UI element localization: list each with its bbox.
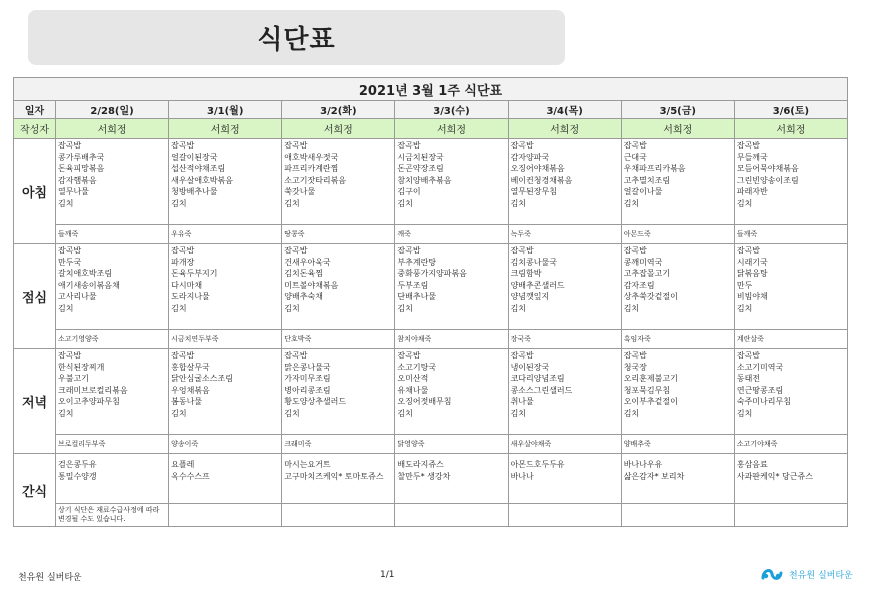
dish-item: 근대국	[623, 152, 647, 162]
dish-item: 소고기미역국	[736, 362, 784, 372]
dish-item: 취나물	[510, 397, 534, 407]
dish-item: 황도양상추샐러드	[284, 397, 347, 407]
dish-item: 미트볼야채볶음	[284, 280, 339, 290]
lunch-label: 점심	[14, 244, 56, 349]
dish-item: 콩깨미역국	[623, 257, 663, 267]
dish-item: 김치	[284, 198, 300, 208]
dish-item: 잡곡밥	[510, 246, 534, 255]
author-cell: 서희정	[56, 119, 169, 139]
dish-item: 잡곡밥	[171, 141, 195, 150]
lunch-menu-cell	[621, 244, 734, 330]
lunch-porridge-cell: 시금치연두부죽	[169, 330, 282, 349]
dish-item: 양배추숙채	[284, 292, 323, 302]
dish-item: 김치	[58, 198, 74, 208]
snack-item: 검은콩두유	[58, 460, 97, 469]
lunch-porridge-cell: 소고기영양죽	[56, 330, 169, 349]
footer-facility-name: 천유원 실버타운	[18, 573, 82, 583]
breakfast-label: 아침	[14, 139, 56, 244]
lunch-menu-cell	[395, 244, 508, 330]
dish-item: 섭산적야채조림	[171, 164, 226, 174]
dish-item: 코다리양념조림	[510, 374, 565, 384]
dish-item: 단배추나물	[397, 292, 437, 302]
dish-item: 새우살애호박볶음	[171, 175, 233, 185]
dinner-menu-cell	[169, 349, 282, 435]
dish-item: 얼갈이된장국	[171, 152, 218, 162]
dish-item: 잡곡밥	[510, 351, 534, 360]
author-cell: 서희정	[734, 119, 847, 139]
dish-item: 잡곡밥	[736, 246, 761, 255]
snack-item: 배도라지쥬스	[397, 460, 444, 469]
dish-item: 김치	[397, 408, 413, 418]
dish-item: 잡곡밥	[397, 351, 421, 360]
snack-item: 찰만두* 생강차	[397, 471, 451, 481]
dish-item: 냉이된장국	[510, 362, 550, 372]
dinner-porridge-cell: 새우살야채죽	[508, 435, 621, 454]
dish-item: 두부조림	[397, 280, 429, 290]
day-header: 3/2(화)	[282, 101, 395, 119]
dish-item: 닭볶음탕	[736, 269, 768, 279]
breakfast-porridge-cell: 깨죽	[395, 225, 508, 244]
dish-item: 무들깨국	[736, 152, 768, 162]
dinner-porridge-cell: 크래미죽	[282, 435, 395, 454]
dish-item: 갈치애호박조림	[58, 269, 113, 279]
breakfast-menu-cell	[395, 139, 508, 225]
author-cell: 서희정	[169, 119, 282, 139]
dish-item: 오이고추양파무침	[58, 397, 120, 407]
dish-item: 잡곡밥	[171, 351, 195, 360]
dish-item: 파래자반	[736, 187, 768, 197]
dish-item: 만두	[736, 280, 753, 290]
dish-item: 상추쑥갓겉절이	[623, 292, 678, 302]
lunch-menu-cell	[508, 244, 621, 330]
dish-item: 김치콩나물국	[510, 257, 557, 267]
dish-item: 열무나물	[58, 187, 89, 197]
day-header: 3/5(금)	[621, 101, 734, 119]
empty-cell	[508, 504, 621, 527]
facility-logo-icon	[760, 565, 786, 583]
dish-item: 연근땅콩조림	[736, 385, 784, 395]
dinner-porridge-cell: 브로컬리두부죽	[56, 435, 169, 454]
breakfast-menu-cell	[56, 139, 169, 225]
snack-item: 삶은감자* 보리차	[623, 471, 685, 481]
lunch-menu-cell	[56, 244, 169, 330]
dish-item: 오징어야채볶음	[510, 164, 565, 174]
dish-item: 김구이	[397, 187, 421, 197]
day-header: 3/4(목)	[508, 101, 621, 119]
empty-cell	[169, 504, 282, 527]
day-header: 3/3(수)	[395, 101, 508, 119]
dish-item: 잡곡밥	[736, 141, 761, 150]
author-row-label: 작성자	[14, 119, 56, 139]
dish-item: 김치	[397, 303, 413, 313]
lunch-porridge-cell: 장국죽	[508, 330, 621, 349]
snack-menu-cell	[282, 454, 395, 504]
dish-item: 만두국	[58, 257, 82, 267]
dinner-menu-cell	[621, 349, 734, 435]
dish-item: 잡곡밥	[171, 246, 195, 255]
dish-item: 열무된장무침	[510, 187, 557, 197]
author-cell: 서희정	[282, 119, 395, 139]
lunch-menu-cell	[282, 244, 395, 330]
day-header: 3/1(월)	[169, 101, 282, 119]
dish-item: 김치	[623, 198, 640, 208]
dish-item: 파프리카계란찜	[284, 164, 339, 174]
dish-item: 양배추콘샐러드	[510, 280, 565, 290]
snack-item: 홍삼음료	[736, 460, 768, 469]
snack-item: 사과판케익* 당근쥬스	[736, 471, 813, 481]
table-title: 2021년 3월 1주 식단표	[14, 78, 848, 101]
dish-item: 우엉채볶음	[171, 385, 210, 395]
empty-cell	[395, 504, 508, 527]
dish-item: 베이컨청경채볶음	[510, 175, 573, 185]
page-title: 식단표	[257, 25, 336, 55]
dish-item: 홍합살무국	[171, 362, 210, 372]
breakfast-menu-cell	[282, 139, 395, 225]
dish-item: 유채나물	[397, 385, 429, 395]
dish-item: 김치	[736, 198, 753, 208]
dish-item: 김치	[284, 408, 300, 418]
dish-item: 청포묵김무침	[623, 385, 671, 395]
dish-item: 김치	[510, 198, 527, 208]
lunch-porridge-cell: 계란살죽	[734, 330, 847, 349]
date-row-label: 일자	[14, 101, 56, 119]
breakfast-menu-cell	[169, 139, 282, 225]
dish-item: 우불고기	[58, 374, 89, 384]
dinner-menu-cell	[282, 349, 395, 435]
author-cell: 서희정	[508, 119, 621, 139]
snack-menu-cell	[621, 454, 734, 504]
dish-item: 건새우아욱국	[284, 257, 331, 267]
empty-cell	[621, 504, 734, 527]
dish-item: 김치	[397, 198, 413, 208]
snack-item: 마시는요거트	[284, 460, 331, 469]
footer-logo-text: 천유원 실버타운	[789, 570, 853, 581]
breakfast-menu-cell	[734, 139, 847, 225]
dish-item: 동태전	[736, 374, 761, 384]
dish-item: 애호박새우젓국	[284, 152, 339, 162]
dish-item: 한식된장찌개	[58, 362, 105, 372]
dish-item: 오미산적	[397, 374, 429, 384]
dish-item: 돈육두부지기	[171, 269, 218, 279]
dish-item: 김치	[736, 303, 753, 313]
meal-plan-table	[13, 77, 848, 527]
dish-item: 잡곡밥	[284, 351, 308, 360]
dish-item: 잡곡밥	[284, 246, 308, 255]
dish-item: 감자햄볶음	[58, 175, 97, 185]
dish-item: 시래기국	[736, 257, 768, 267]
snack-menu-cell	[169, 454, 282, 504]
dish-item: 잡곡밥	[397, 141, 421, 150]
dish-item: 병아리콩조림	[284, 385, 331, 395]
dish-item: 소고기잣타리볶음	[284, 175, 347, 185]
dish-item: 김치돈육찜	[284, 269, 323, 279]
dish-item: 김치	[58, 408, 74, 418]
dish-item: 잡곡밥	[623, 246, 647, 255]
dish-item: 다시마채	[171, 280, 203, 290]
dish-item: 고추멸치조림	[623, 175, 671, 185]
empty-cell	[734, 504, 847, 527]
dish-item: 맑은콩나물국	[284, 362, 331, 372]
dinner-porridge-cell: 닭영양죽	[395, 435, 508, 454]
lunch-menu-cell	[734, 244, 847, 330]
dish-item: 김치	[58, 303, 74, 313]
dish-item: 애기새송이볶음채	[58, 280, 120, 290]
dish-item: 청방배추나물	[171, 187, 218, 197]
snack-menu-cell	[734, 454, 847, 504]
dish-item: 돈육피망볶음	[58, 164, 105, 174]
dish-item: 그린빈양송이조림	[736, 175, 799, 185]
dish-item: 감자양파국	[510, 152, 550, 162]
breakfast-menu-cell	[621, 139, 734, 225]
dish-item: 도라지나물	[171, 292, 210, 302]
dish-item: 김치	[623, 303, 640, 313]
dish-item: 크래미브로컬리볶음	[58, 385, 128, 395]
dish-item: 오리훈제불고기	[623, 374, 678, 384]
breakfast-porridge-cell: 녹두죽	[508, 225, 621, 244]
dish-item: 봄동나물	[171, 397, 203, 407]
footer-logo	[760, 565, 853, 583]
lunch-menu-cell	[169, 244, 282, 330]
lunch-porridge-cell: 흑임자죽	[621, 330, 734, 349]
dish-item: 김치	[171, 198, 187, 208]
author-cell: 서희정	[621, 119, 734, 139]
dish-item: 중화풍가지양파볶음	[397, 269, 467, 279]
dish-item: 소고기탕국	[397, 362, 437, 372]
empty-cell	[282, 504, 395, 527]
dish-item: 파개장	[171, 257, 195, 267]
dish-item: 잡곡밥	[623, 351, 647, 360]
dish-item: 양념깻잎지	[510, 292, 550, 302]
author-cell: 서희정	[395, 119, 508, 139]
dish-item: 우채파프리카볶음	[623, 164, 686, 174]
snack-item: 바나나우유	[623, 460, 663, 469]
snack-menu-cell	[56, 454, 169, 504]
dinner-porridge-cell: 양송이죽	[169, 435, 282, 454]
breakfast-porridge-cell: 땅콩죽	[282, 225, 395, 244]
dinner-label: 저녁	[14, 349, 56, 454]
dish-item: 청국장	[623, 362, 647, 372]
dish-item: 돈곤약장조림	[397, 164, 444, 174]
dish-item: 잡곡밥	[58, 351, 82, 360]
day-header: 3/6(토)	[734, 101, 847, 119]
breakfast-porridge-cell: 들깨죽	[56, 225, 169, 244]
snack-label: 간식	[14, 454, 56, 527]
dish-item: 잡곡밥	[58, 141, 82, 150]
dish-item: 잡곡밥	[510, 141, 534, 150]
snack-item: 옥수수스프	[171, 471, 210, 481]
lunch-porridge-cell: 참치야채죽	[395, 330, 508, 349]
snack-menu-cell	[395, 454, 508, 504]
dish-item: 가자미무조림	[284, 374, 331, 384]
dish-item: 시금치된장국	[397, 152, 444, 162]
dish-item: 비빔야채	[736, 292, 768, 302]
dish-item: 김치	[623, 408, 640, 418]
snack-item: 통밀수양갱	[58, 471, 97, 481]
dinner-menu-cell	[56, 349, 169, 435]
lunch-porridge-cell: 단호박죽	[282, 330, 395, 349]
breakfast-porridge-cell: 우유죽	[169, 225, 282, 244]
dish-item: 참치양배추볶음	[397, 175, 452, 185]
dish-item: 쑥갓나물	[284, 187, 316, 197]
dish-item: 김치	[171, 408, 187, 418]
dish-item: 고사리나물	[58, 292, 97, 302]
snack-item: 고구마치즈케익* 토마토쥬스	[284, 471, 384, 481]
dish-item: 잡곡밥	[623, 141, 647, 150]
dinner-menu-cell	[734, 349, 847, 435]
dinner-menu-cell	[508, 349, 621, 435]
dish-item: 모듬어묵야채볶음	[736, 164, 799, 174]
dish-item: 콩가루배추국	[58, 152, 105, 162]
dish-item: 김치	[171, 303, 187, 313]
dish-item: 잡곡밥	[58, 246, 82, 255]
dish-item: 김치	[510, 303, 527, 313]
dish-item: 잡곡밥	[736, 351, 761, 360]
dinner-menu-cell	[395, 349, 508, 435]
dish-item: 오징어젓배무침	[397, 397, 452, 407]
dish-item: 부추계란탕	[397, 257, 437, 267]
day-header: 2/28(일)	[56, 101, 169, 119]
dinner-porridge-cell: 소고기야채죽	[734, 435, 847, 454]
snack-item: 바나나	[510, 471, 534, 481]
page-title-box	[28, 10, 565, 65]
dish-item: 숙주미나리무침	[736, 397, 791, 407]
dish-item: 닭안심굴소스조림	[171, 374, 233, 384]
dish-item: 콩소스그린샐러드	[510, 385, 573, 395]
dish-item: 잡곡밥	[284, 141, 308, 150]
dish-item: 잡곡밥	[397, 246, 421, 255]
dish-item: 크림함박	[510, 269, 542, 279]
snack-item: 요플레	[171, 460, 195, 469]
dish-item: 김치	[510, 408, 527, 418]
dish-item: 김치	[736, 408, 753, 418]
menu-change-note: 상기 식단은 재료수급사정에 따라 변경될 수도 있습니다.	[56, 504, 169, 527]
snack-menu-cell	[508, 454, 621, 504]
dinner-porridge-cell: 양배추죽	[621, 435, 734, 454]
dish-item: 얼갈이나물	[623, 187, 663, 197]
dish-item: 고추잡몰고기	[623, 269, 671, 279]
dish-item: 오이부추겉절이	[623, 397, 678, 407]
dish-item: 감자조림	[623, 280, 655, 290]
dish-item: 김치	[284, 303, 300, 313]
breakfast-porridge-cell: 아몬드죽	[621, 225, 734, 244]
breakfast-porridge-cell: 들깨죽	[734, 225, 847, 244]
snack-item: 아몬드호두두유	[510, 460, 565, 469]
footer-page-number: 1/1	[380, 570, 395, 580]
breakfast-menu-cell	[508, 139, 621, 225]
